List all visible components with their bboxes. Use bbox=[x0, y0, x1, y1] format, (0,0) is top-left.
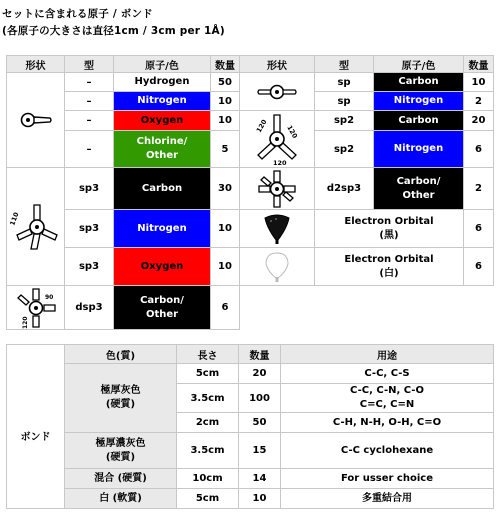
bond-color-label: 混合 (硬質) bbox=[65, 469, 177, 489]
header-count: 数量 bbox=[211, 56, 240, 73]
bond-length: 5cm bbox=[177, 364, 239, 384]
header-use: 用途 bbox=[281, 345, 494, 364]
atom-count: 2 bbox=[464, 92, 494, 111]
header-type: 型 bbox=[65, 56, 114, 73]
atom-count: 10 bbox=[211, 248, 240, 286]
table-row bbox=[7, 210, 494, 248]
atom-swatch: Nitrogen bbox=[114, 210, 211, 248]
table-row bbox=[7, 364, 494, 384]
angle-label: 120 bbox=[273, 159, 287, 167]
page-subtitle: (各原子の大きさは直径1cm / 3cm per 1Å) bbox=[2, 25, 225, 37]
angle-label: 90 bbox=[44, 293, 53, 301]
electron-orbital-white-icon bbox=[240, 248, 315, 286]
header-atom-color: 原子/色 bbox=[114, 56, 211, 73]
bond-use: C-C, C-S bbox=[281, 364, 494, 384]
header-bond-count: 数量 bbox=[239, 345, 281, 364]
header-shape: 形状 bbox=[7, 56, 65, 73]
angle-label: 120 bbox=[21, 315, 29, 329]
atom-type: dsp3 bbox=[65, 286, 114, 330]
bond-use: C-C cyclohexane bbox=[281, 433, 494, 469]
table-row bbox=[7, 248, 494, 286]
bond-use: 多重結合用 bbox=[281, 489, 494, 509]
electron-orbital-black-icon bbox=[240, 210, 315, 248]
atom-swatch: Carbon/ Other bbox=[374, 168, 464, 210]
empty-cell bbox=[240, 286, 494, 330]
table-row bbox=[7, 489, 494, 509]
page-title: セットに含まれる原子 / ボンド bbox=[2, 8, 153, 20]
bond-length: 2cm bbox=[177, 413, 239, 433]
bond-count: 10 bbox=[239, 489, 281, 509]
atom-swatch: Nitrogen bbox=[374, 131, 464, 168]
atom-type: – bbox=[65, 111, 114, 131]
table-row bbox=[7, 433, 494, 469]
octahedral-atom-icon bbox=[240, 168, 315, 210]
atom-type: sp3 bbox=[65, 248, 114, 286]
angle-label: 120 bbox=[285, 124, 299, 140]
bond-length: 10cm bbox=[177, 469, 239, 489]
table-row bbox=[7, 469, 494, 489]
atom-count: 2 bbox=[464, 168, 494, 210]
table-row bbox=[7, 73, 494, 92]
angle-label: 110 bbox=[7, 210, 21, 227]
atom-count: 30 bbox=[211, 168, 240, 210]
bonds-header-row bbox=[7, 345, 494, 364]
atom-count: 10 bbox=[464, 73, 494, 92]
bond-count: 50 bbox=[239, 413, 281, 433]
table-row bbox=[7, 111, 494, 131]
monovalent-atom-icon bbox=[7, 73, 65, 168]
bond-count: 14 bbox=[239, 469, 281, 489]
dsp3-atom-icon bbox=[7, 286, 65, 330]
bond-use: C-H, N-H, O-H, C=O bbox=[281, 413, 494, 433]
atom-swatch: Oxygen bbox=[114, 111, 211, 131]
bond-count: 100 bbox=[239, 384, 281, 413]
atom-swatch: Oxygen bbox=[114, 248, 211, 286]
atom-count: 5 bbox=[211, 131, 240, 168]
atom-count: 6 bbox=[211, 286, 240, 330]
bond-length: 3.5cm bbox=[177, 433, 239, 469]
orbital-label-black: Electron Orbital (黒) bbox=[315, 210, 464, 248]
atom-count: 10 bbox=[211, 111, 240, 131]
table-row bbox=[7, 168, 494, 210]
bond-color-label: 極厚灰色 (硬質) bbox=[65, 364, 177, 433]
bond-use: C-C, C-N, C-O C=C, C=N bbox=[281, 384, 494, 413]
header-type-right: 型 bbox=[315, 56, 374, 73]
atom-swatch: Nitrogen bbox=[374, 92, 464, 111]
header-count-right: 数量 bbox=[464, 56, 494, 73]
atom-type: d2sp3 bbox=[315, 168, 374, 210]
sp3-atom-icon bbox=[7, 168, 65, 286]
atom-swatch: Nitrogen bbox=[114, 92, 211, 111]
atom-type: sp3 bbox=[65, 210, 114, 248]
atom-swatch: Carbon/ Other bbox=[114, 286, 211, 330]
atoms-table bbox=[6, 55, 494, 330]
bond-use: For usser choice bbox=[281, 469, 494, 489]
atom-count: 10 bbox=[211, 92, 240, 111]
atom-swatch: Carbon bbox=[114, 168, 211, 210]
header-length: 長さ bbox=[177, 345, 239, 364]
header-blank bbox=[7, 345, 65, 364]
atom-swatch: Chlorine/ Other bbox=[114, 131, 211, 168]
atom-type: sp2 bbox=[315, 131, 374, 168]
bonds-table bbox=[6, 344, 494, 509]
atom-type: – bbox=[65, 92, 114, 111]
atom-count: 20 bbox=[464, 111, 494, 131]
atom-type: sp3 bbox=[65, 168, 114, 210]
bond-length: 5cm bbox=[177, 489, 239, 509]
atom-type: sp2 bbox=[315, 111, 374, 131]
header-atom-color-right: 原子/色 bbox=[374, 56, 464, 73]
table-row bbox=[7, 286, 494, 330]
orbital-label-white: Electron Orbital (白) bbox=[315, 248, 464, 286]
atom-type: sp bbox=[315, 73, 374, 92]
atom-swatch: Carbon bbox=[374, 73, 464, 92]
bond-count: 15 bbox=[239, 433, 281, 469]
atom-count: 6 bbox=[464, 248, 494, 286]
atom-count: 6 bbox=[464, 210, 494, 248]
header-shape-right: 形状 bbox=[240, 56, 315, 73]
sp2-atom-icon bbox=[240, 111, 315, 168]
atom-type: – bbox=[65, 131, 114, 168]
atom-type: sp bbox=[315, 92, 374, 111]
bond-color-label: 極厚濃灰色 (硬質) bbox=[65, 433, 177, 469]
atom-swatch: Hydrogen bbox=[114, 73, 211, 92]
bond-count: 20 bbox=[239, 364, 281, 384]
atom-count: 10 bbox=[211, 210, 240, 248]
bond-length: 3.5cm bbox=[177, 384, 239, 413]
atom-count: 6 bbox=[464, 131, 494, 168]
bond-side-label: ボンド bbox=[7, 364, 65, 509]
bond-color-label: 白 (軟質) bbox=[65, 489, 177, 509]
atom-count: 50 bbox=[211, 73, 240, 92]
atom-swatch: Carbon bbox=[374, 111, 464, 131]
atoms-header-row bbox=[7, 56, 494, 73]
sp-atom-icon bbox=[240, 73, 315, 111]
angle-label: 120 bbox=[254, 118, 269, 134]
header-bond-color: 色(質) bbox=[65, 345, 177, 364]
atom-type: – bbox=[65, 73, 114, 92]
